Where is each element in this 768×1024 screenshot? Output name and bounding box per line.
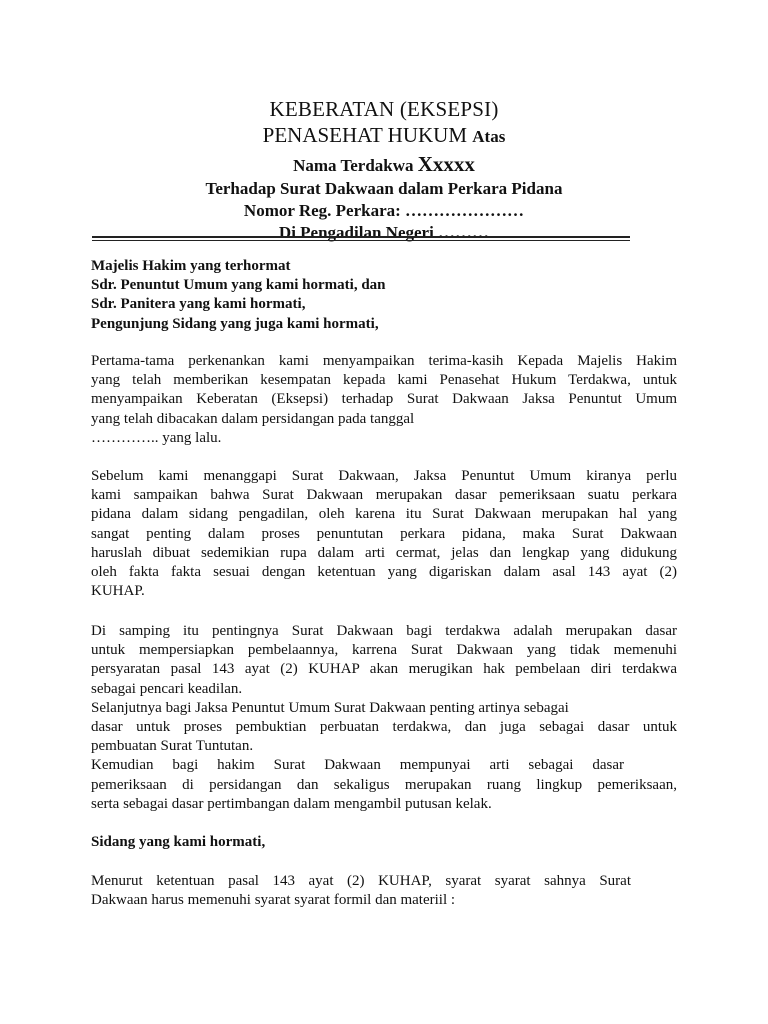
paragraph-line: sangat penting dalam proses penuntutan perkara pidana, maka Surat Dakwaan (91, 525, 677, 542)
paragraph-opening (91, 352, 677, 448)
paragraph-line: yang telah dibacakan dalam persidangan pada tanggal (91, 410, 415, 427)
title-atas: Atas (472, 127, 506, 146)
greeting-line: Majelis Hakim yang terhormat (91, 258, 291, 274)
paragraph-pentingnya (91, 622, 677, 814)
paragraph-line: persyaratan pasal 143 ayat (2) KUHAP akan merugikan hak pembelaan diri terdakwa (91, 661, 677, 678)
title-line-terdakwa (0, 152, 768, 178)
paragraph-line: oleh fakta fakta sesuai dengan ketentuan yang digariskan dalam asal 143 ayat (2) (91, 563, 677, 580)
title-terdakwa-name: Xxxxx (417, 152, 475, 176)
paragraph-line: dasar untuk proses pembuktian perbuatan terdakwa, dan juga sebagai dasar untuk (91, 718, 677, 735)
paragraph-line: Menurut ketentuan pasal 143 ayat (2) KUHAP, syarat syarat sahnya Surat (91, 873, 631, 889)
paragraph-line: pemeriksaan di persidangan dan sekaligus merupakan ruang lingkup pemeriksaan, (91, 776, 677, 793)
paragraph-line: serta sebagai dasar pertimbangan dalam mengambil putusan kelak. (91, 795, 492, 812)
paragraph-line: Di samping itu pentingnya Surat Dakwaan bagi terdakwa adalah merupakan dasar (91, 623, 677, 639)
greeting-line: Sdr. Penuntut Umum yang kami hormati, dan (91, 277, 386, 294)
paragraph-line: pidana dalam sidang pengadilan, oleh karena itu Surat Dakwaan merupakan hal yang (91, 506, 677, 523)
greeting-line: Pengunjung Sidang yang juga kami hormati, (91, 315, 379, 332)
paragraph-line: Sebelum kami menanggapi Surat Dakwaan, Jaksa Penuntut Umum kiranya perlu (91, 468, 677, 484)
paragraph-line: untuk mempersiapkan pembelaannya, karrena Surat Dakwaan yang tidak memenuhi (91, 642, 677, 659)
paragraph-line: Selanjutnya bagi Jaksa Penuntut Umum Surat Dakwaan penting artinya sebagai (91, 699, 569, 716)
greetings-block (91, 257, 677, 334)
paragraph-line: Dakwaan harus memenuhi syarat syarat formil dan materiil : (91, 892, 456, 909)
paragraph-line: ………….. yang lalu. (91, 429, 222, 446)
title-penasehat-hukum: PENASEHAT HUKUM (262, 123, 468, 147)
title-line-pengadilan: Di Pengadilan Negeri ……… (278, 223, 490, 242)
paragraph-surat-dakwaan (91, 467, 677, 601)
title-divider-thick (92, 236, 630, 238)
paragraph-line: pembuatan Surat Tuntutan. (91, 738, 254, 755)
title-line-penasehat (0, 122, 768, 150)
paragraph-line: haruslah dibuat sedemikian rupa dalam arti cermat, jelas dan lengkap yang didukung (91, 544, 677, 561)
paragraph-line: KUHAP. (91, 583, 145, 600)
title-nama-terdakwa: Nama Terdakwa (293, 156, 414, 175)
paragraph-line: Pertama-tama perkenankan kami menyampaikan terima-kasih Kepada Majelis Hakim (91, 353, 677, 369)
title-line-nomor-reg: Nomor Reg. Perkara: ………………… (243, 201, 525, 220)
title-line-keberatan: KEBERATAN (EKSEPSI) (269, 97, 499, 121)
title-divider-thin (92, 240, 630, 241)
paragraph-line: kami sampaikan bahwa Surat Dakwaan merupakan dasar pemeriksaan suatu perkara (91, 487, 677, 504)
section-heading-sidang: Sidang yang kami hormati, (91, 834, 266, 850)
paragraph-syarat (91, 872, 677, 910)
paragraph-line: Kemudian bagi hakim Surat Dakwaan mempunyai arti sebagai dasar (91, 757, 624, 774)
paragraph-line: yang telah memberikan kesempatan kepada kami Penasehat Hukum Terdakwa, untuk (91, 372, 677, 389)
greeting-line: Sdr. Panitera yang kami hormati, (91, 296, 306, 313)
paragraph-line: menyampaikan Keberatan (Eksepsi) terhadap Surat Dakwaan Jaksa Penuntut Umum (91, 391, 677, 408)
document-title-block (0, 96, 768, 244)
paragraph-line: sebagai pencari keadilan. (91, 680, 243, 697)
title-line-surat-dakwaan: Terhadap Surat Dakwaan dalam Perkara Pidana (205, 179, 563, 198)
